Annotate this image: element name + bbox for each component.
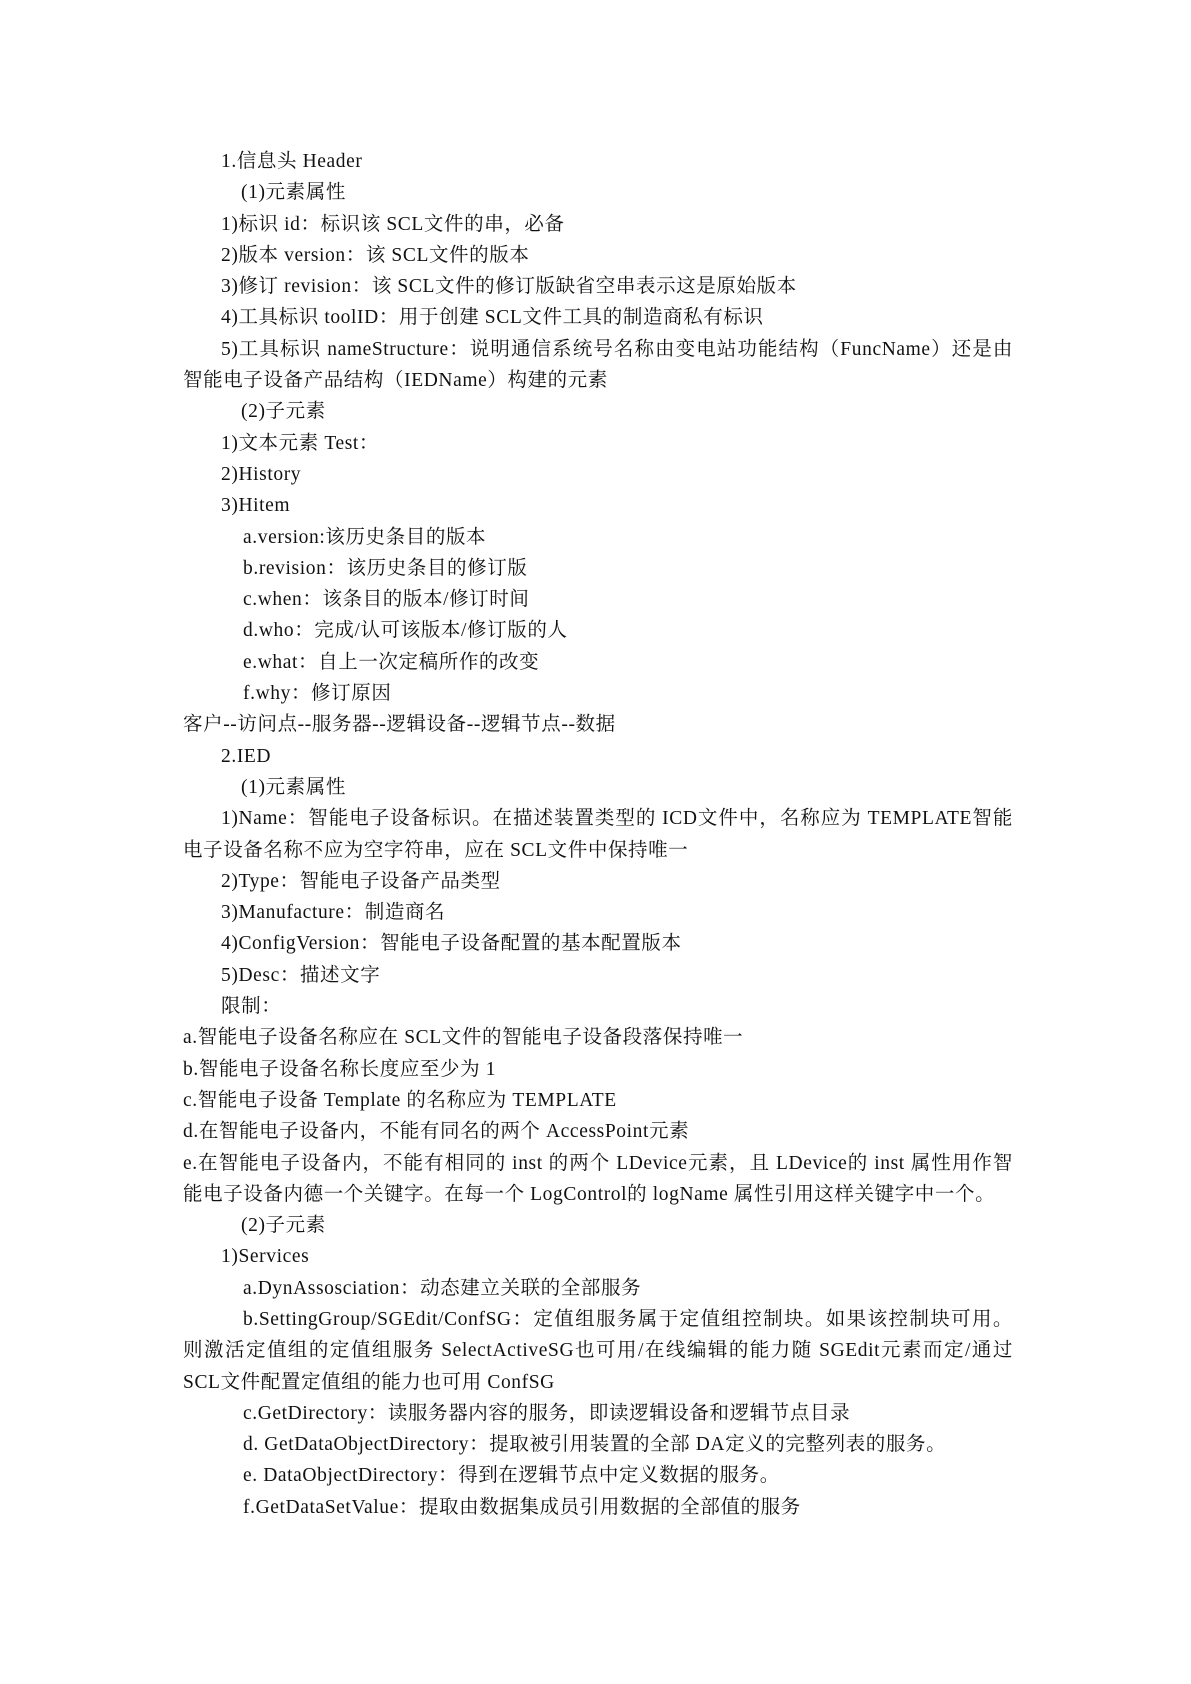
text-line: 1)标识 id：标识该 SCL文件的串，必备 bbox=[221, 213, 565, 235]
text-line: 1)Services bbox=[221, 1246, 310, 1268]
subheading-children: (2)子元素 bbox=[241, 1215, 326, 1237]
text-line: 2)History bbox=[221, 463, 302, 485]
list-item: c.when：该条目的版本/修订时间 bbox=[243, 589, 530, 611]
list-item: d. GetDataObjectDirectory：提取被引用装置的全部 DA定义的完整列表的服务。 bbox=[243, 1434, 947, 1456]
text-line: 2)版本 version：该 SCL文件的版本 bbox=[221, 244, 530, 266]
list-item: e.what：自上一次定稿所作的改变 bbox=[243, 651, 540, 673]
text-line: 限制： bbox=[221, 996, 282, 1018]
text-line: 客户--访问点--服务器--逻辑设备--逻辑节点--数据 bbox=[183, 714, 616, 736]
subheading-children: (2)子元素 bbox=[241, 401, 326, 423]
heading-header: 1.信息头 Header bbox=[221, 151, 363, 172]
text-line: 5)Desc：描述文字 bbox=[221, 964, 381, 986]
list-item: d.who：完成/认可该版本/修订版的人 bbox=[243, 620, 568, 642]
text-line: 3)Hitem bbox=[221, 495, 291, 517]
text-line: 4)工具标识 toolID：用于创建 SCL文件工具的制造商私有标识 bbox=[221, 307, 764, 329]
text-paragraph: 1)Name：智能电子设备标识。在描述装置类型的 ICD文件中，名称应为 TEMPLATE智能电子设备名称不应为空字符串，应在 SCL文件中保持唯一 bbox=[183, 808, 1013, 861]
list-item: e. DataObjectDirectory：得到在逻辑节点中定义数据的服务。 bbox=[243, 1465, 780, 1487]
list-item: a.version:该历史条目的版本 bbox=[243, 526, 487, 548]
list-item: b.revision：该历史条目的修订版 bbox=[243, 557, 528, 579]
list-item: c.GetDirectory：读服务器内容的服务，即读逻辑设备和逻辑节点目录 bbox=[243, 1402, 851, 1424]
list-item: c.智能电子设备 Template 的名称应为 TEMPLATE bbox=[183, 1089, 617, 1111]
text-line: 1)文本元素 Test： bbox=[221, 432, 380, 454]
subheading-attributes: (1)元素属性 bbox=[241, 182, 346, 204]
subheading-attributes: (1)元素属性 bbox=[241, 776, 346, 798]
text-line: 2)Type：智能电子设备产品类型 bbox=[221, 870, 501, 892]
text-line: 3)Manufacture：制造商名 bbox=[221, 902, 446, 924]
document-body bbox=[183, 146, 1013, 1523]
heading-ied: 2.IED bbox=[221, 745, 272, 767]
list-item: a.智能电子设备名称应在 SCL文件的智能电子设备段落保持唯一 bbox=[183, 1027, 744, 1049]
text-line: 4)ConfigVersion：智能电子设备配置的基本配置版本 bbox=[221, 933, 682, 955]
list-item: d.在智能电子设备内，不能有同名的两个 AccessPoint元素 bbox=[183, 1121, 690, 1143]
list-item: a.DynAssosciation：动态建立关联的全部服务 bbox=[243, 1277, 642, 1299]
text-paragraph: e.在智能电子设备内，不能有相同的 inst 的两个 LDevice元素，且 LDevice的 inst 属性用作智能电子设备内德一个关键字。在每一个 LogControl的 logName 属性引用这样关键字中一个。 bbox=[183, 1152, 1013, 1205]
list-item: b.智能电子设备名称长度应至少为 1 bbox=[183, 1058, 497, 1080]
list-item: f.why：修订原因 bbox=[243, 683, 392, 705]
text-line: 3)修订 revision：该 SCL文件的修订版缺省空串表示这是原始版本 bbox=[221, 276, 797, 298]
text-paragraph: 5)工具标识 nameStructure：说明通信系统号名称由变电站功能结构（FuncName）还是由智能电子设备产品结构（IEDName）构建的元素 bbox=[183, 338, 1013, 392]
list-item: f.GetDataSetValue：提取由数据集成员引用数据的全部值的服务 bbox=[243, 1496, 801, 1518]
text-paragraph: b.SettingGroup/SGEdit/ConfSG：定值组服务属于定值组控制块。如果该控制块可用。则激活定值组的定值组服务 SelectActiveSG也可用/在线编辑的能力随 SGEdit元素而定/通过 SCL文件配置定值组的能力也可用 ConfSG bbox=[183, 1308, 1013, 1393]
